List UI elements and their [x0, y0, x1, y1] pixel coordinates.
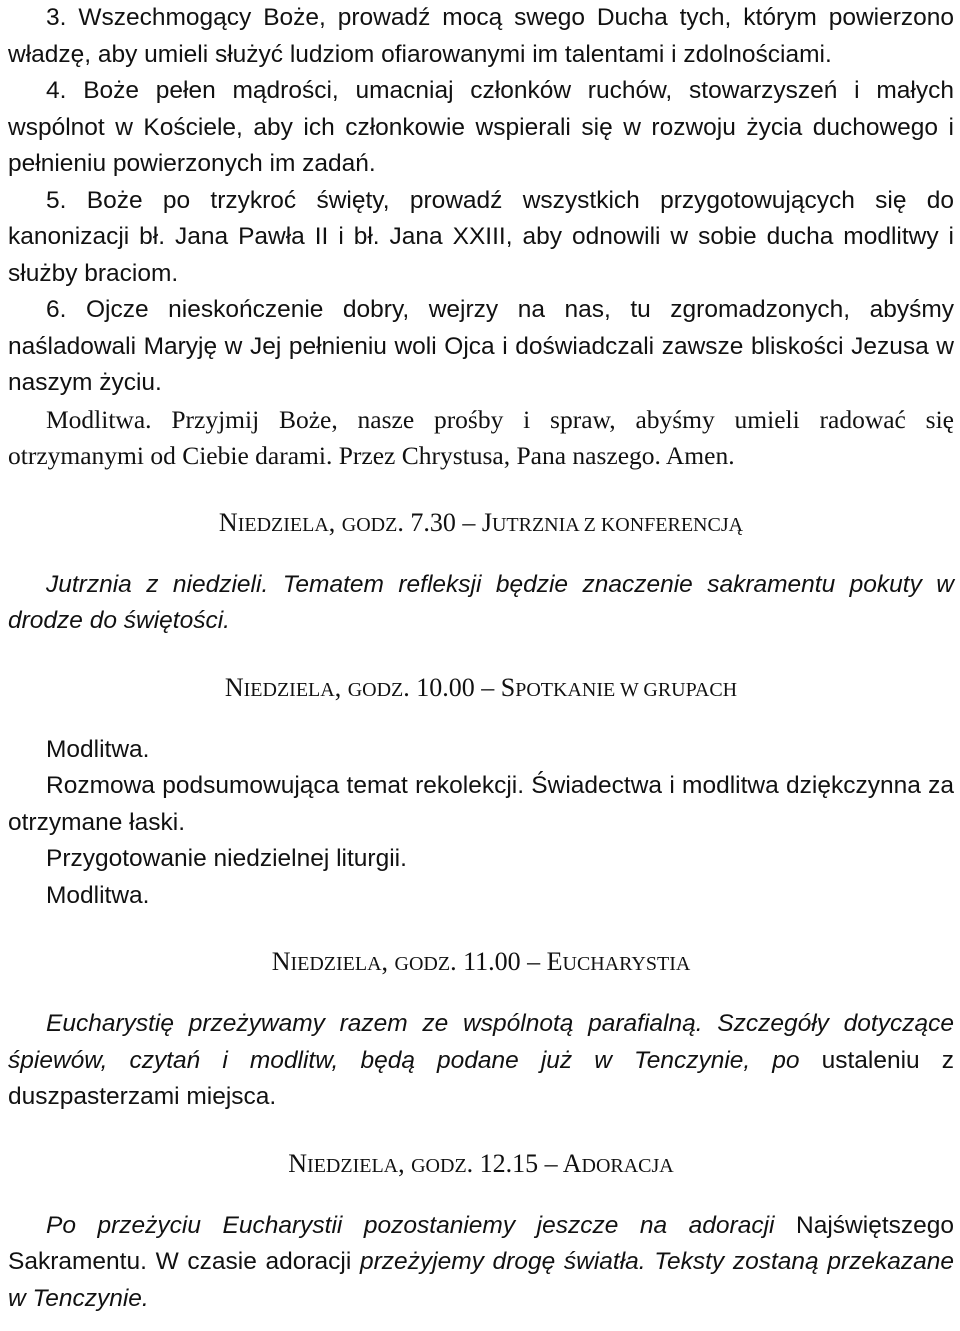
spacer — [8, 1116, 954, 1146]
section-heading-adoracja: NIEDZIELA, GODZ. 12.15 – ADORACJA — [288, 1148, 674, 1178]
spacer — [8, 640, 954, 670]
intention-6: 6. Ojcze nieskończenie dobry, wejrzy na nas, tu zgromadzonych, abyśmy naśladowali Maryję w Jej pełnieniu woli Ojca i doświadczali zawsze bliskości Jezusa w naszym życiu. — [8, 296, 954, 396]
intention-4: 4. Boże pełen mądrości, umacniaj członków ruchów, stowarzyszeń i małych wspólnot w Kościele, aby ich członkowie wspierali się w rozwoju życia duchowego i pełnieniu powierzonych im zadań. — [8, 77, 954, 177]
section-line-rozmowa: Rozmowa podsumowująca temat rekolekcji. Świadectwa i modlitwa dziękczynna za otrzymane łaski. — [8, 772, 954, 836]
closing-prayer: Modlitwa. Przyjmij Boże, nasze prośby i spraw, abyśmy umieli radować się otrzymanymi od Ciebie darami. Przez Chrystusa, Pana naszego. Amen. — [8, 404, 954, 470]
section-body-jutrznia: Jutrznia z niedzieli. Tematem refleksji będzie znaczenie sakramentu pokuty w drodze do świętości. — [8, 570, 954, 634]
intention-5: 5. Boże po trzykroć święty, prowadź wszystkich przygotowujących się do kanonizacji bł. Jana Pawła II i bł. Jana XXIII, aby odnowili w sobie ducha modlitwy i służby braciom. — [8, 186, 954, 287]
intention-3: 3. Wszechmogący Boże, prowadź mocą swego Ducha tych, którym powierzono władzę, aby umieli służyć ludziom ofiarowanymi im talentami i zdolnościami. — [8, 4, 954, 68]
section-line-modlitwa: Modlitwa. — [46, 735, 150, 763]
spacer — [8, 982, 954, 1006]
section-body-eucharystia: Eucharystię przeżywamy razem ze wspólnotą parafialną. Szczegóły dotyczące śpiewów, czytań i modlitw, będą podane już w Tenczynie, po ustaleniu z duszpasterzami miejsca. — [8, 1010, 954, 1110]
document-page — [8, 0, 954, 1317]
section-heading-eucharystia: NIEDZIELA, GODZ. 11.00 – EUCHARYSTIA — [271, 947, 691, 976]
section-heading-jutrznia: NIEDZIELA, GODZ. 7.30 – JUTRZNIA Z KONFERENCJĄ — [218, 507, 744, 537]
section-heading-spotkanie: NIEDZIELA, GODZ. 10.00 – SPOTKANIE W GRUPACH — [224, 672, 738, 702]
spacer — [8, 1184, 954, 1208]
section-body-adoracja: Po przeżyciu Eucharystii pozostaniemy jeszcze na adoracji Najświętszego Sakramentu. W czasie adoracji przeżyjemy drogę światła. Teksty zostaną przekazane w Tenczynie. — [8, 1211, 955, 1312]
spacer — [8, 914, 954, 944]
section-line-modlitwa-2: Modlitwa. — [46, 881, 150, 909]
section-line-przygotowanie: Przygotowanie niedzielnej liturgii. — [46, 845, 407, 872]
spacer — [8, 475, 954, 505]
spacer — [8, 708, 954, 732]
spacer — [8, 543, 954, 567]
